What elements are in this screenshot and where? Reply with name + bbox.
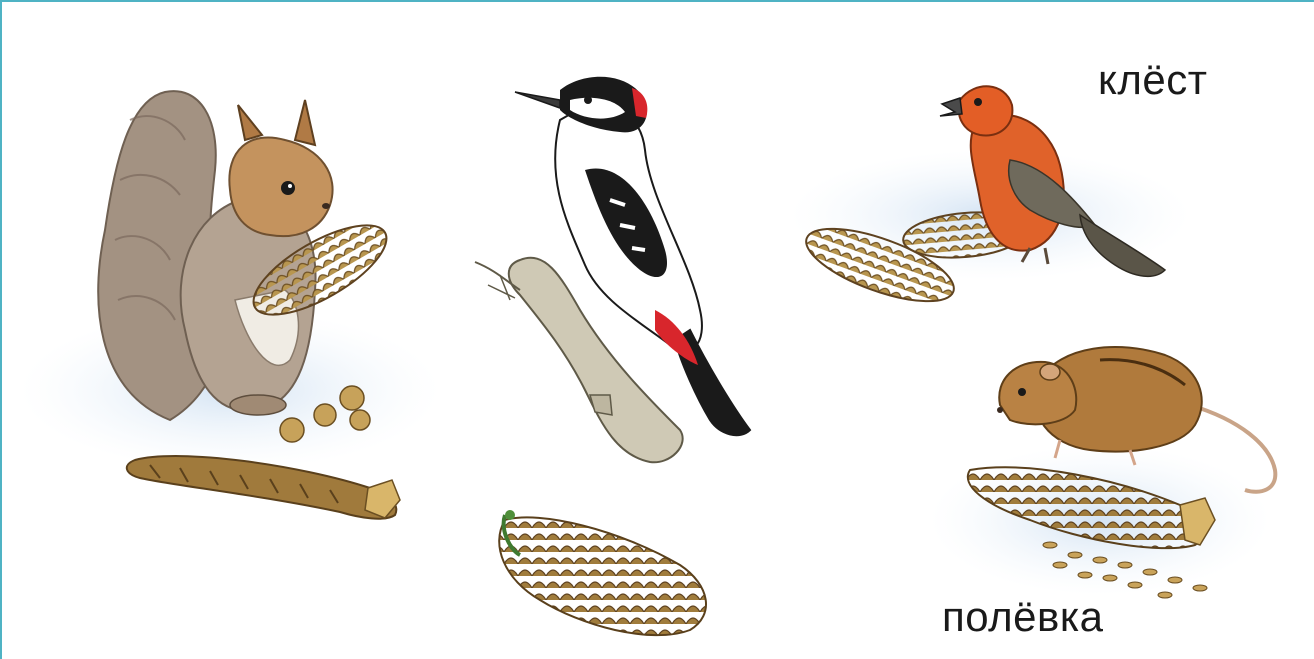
squirrel-illustration	[20, 91, 440, 519]
vole-label: полёвка	[942, 593, 1104, 640]
crossbill-illustration	[790, 86, 1190, 316]
woodpecker-illustration	[475, 77, 750, 463]
crossbill-label: клёст	[1098, 56, 1208, 103]
spruce-cone-illustration	[499, 510, 706, 635]
vole-illustration	[930, 347, 1275, 598]
